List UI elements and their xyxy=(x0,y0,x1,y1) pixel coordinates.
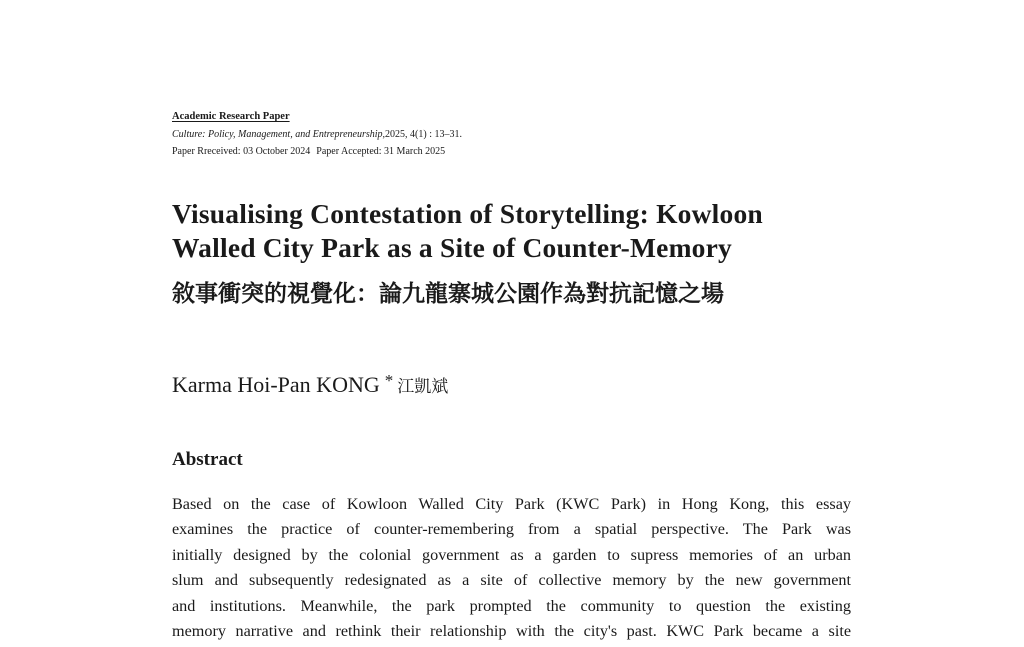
abstract-line: initially designed by the colonial government as a garden to supress memories of an urban xyxy=(172,545,851,564)
title-line-1: Visualising Contestation of Storytelling: Kowloon xyxy=(172,198,763,229)
journal-citation xyxy=(172,126,872,143)
paper-title-english xyxy=(172,197,872,265)
abstract-line: examines the practice of counter-remembering from a spatial perspective. The Park was xyxy=(172,520,851,539)
abstract-line: Based on the case of Kowloon Walled City Park (KWC Park) in Hong Kong, this essay xyxy=(172,495,851,513)
abstract-line: and institutions. Meanwhile, the park prompted the community to question the existing xyxy=(172,596,851,615)
title-line-2: Walled City Park as a Site of Counter-Memory xyxy=(172,232,732,263)
abstract-line: memory narrative and rethink their relationship with the city's past. KWC Park became a site xyxy=(172,622,851,641)
received-date: Paper Rreceived: 03 October 2024 xyxy=(172,146,311,157)
paper-title-chinese: 敘事衝突的視覺化：論九龍寨城公園作為對抗記憶之場 xyxy=(172,281,724,307)
author-name-chinese: 江凱斌 xyxy=(397,377,449,397)
citation-volume: 2025, 4(1) : 13–31. xyxy=(385,129,462,140)
accepted-date: Paper Accepted: 31 March 2025 xyxy=(316,146,446,157)
journal-name: Culture: Policy, Management, and Entrepreneurship, xyxy=(172,129,386,140)
abstract-line: slum and subsequently redesignated as a site of collective memory by the new government xyxy=(172,571,851,590)
paper-type-label: Academic Research Paper xyxy=(172,111,290,122)
paper-metadata xyxy=(172,104,872,160)
author-line xyxy=(172,368,448,404)
author-footnote-marker[interactable]: * xyxy=(384,371,394,390)
abstract-heading: Abstract xyxy=(172,449,243,470)
abstract-body xyxy=(172,492,851,644)
author-name: Karma Hoi-Pan KONG xyxy=(172,372,380,397)
paper-dates xyxy=(172,143,872,160)
